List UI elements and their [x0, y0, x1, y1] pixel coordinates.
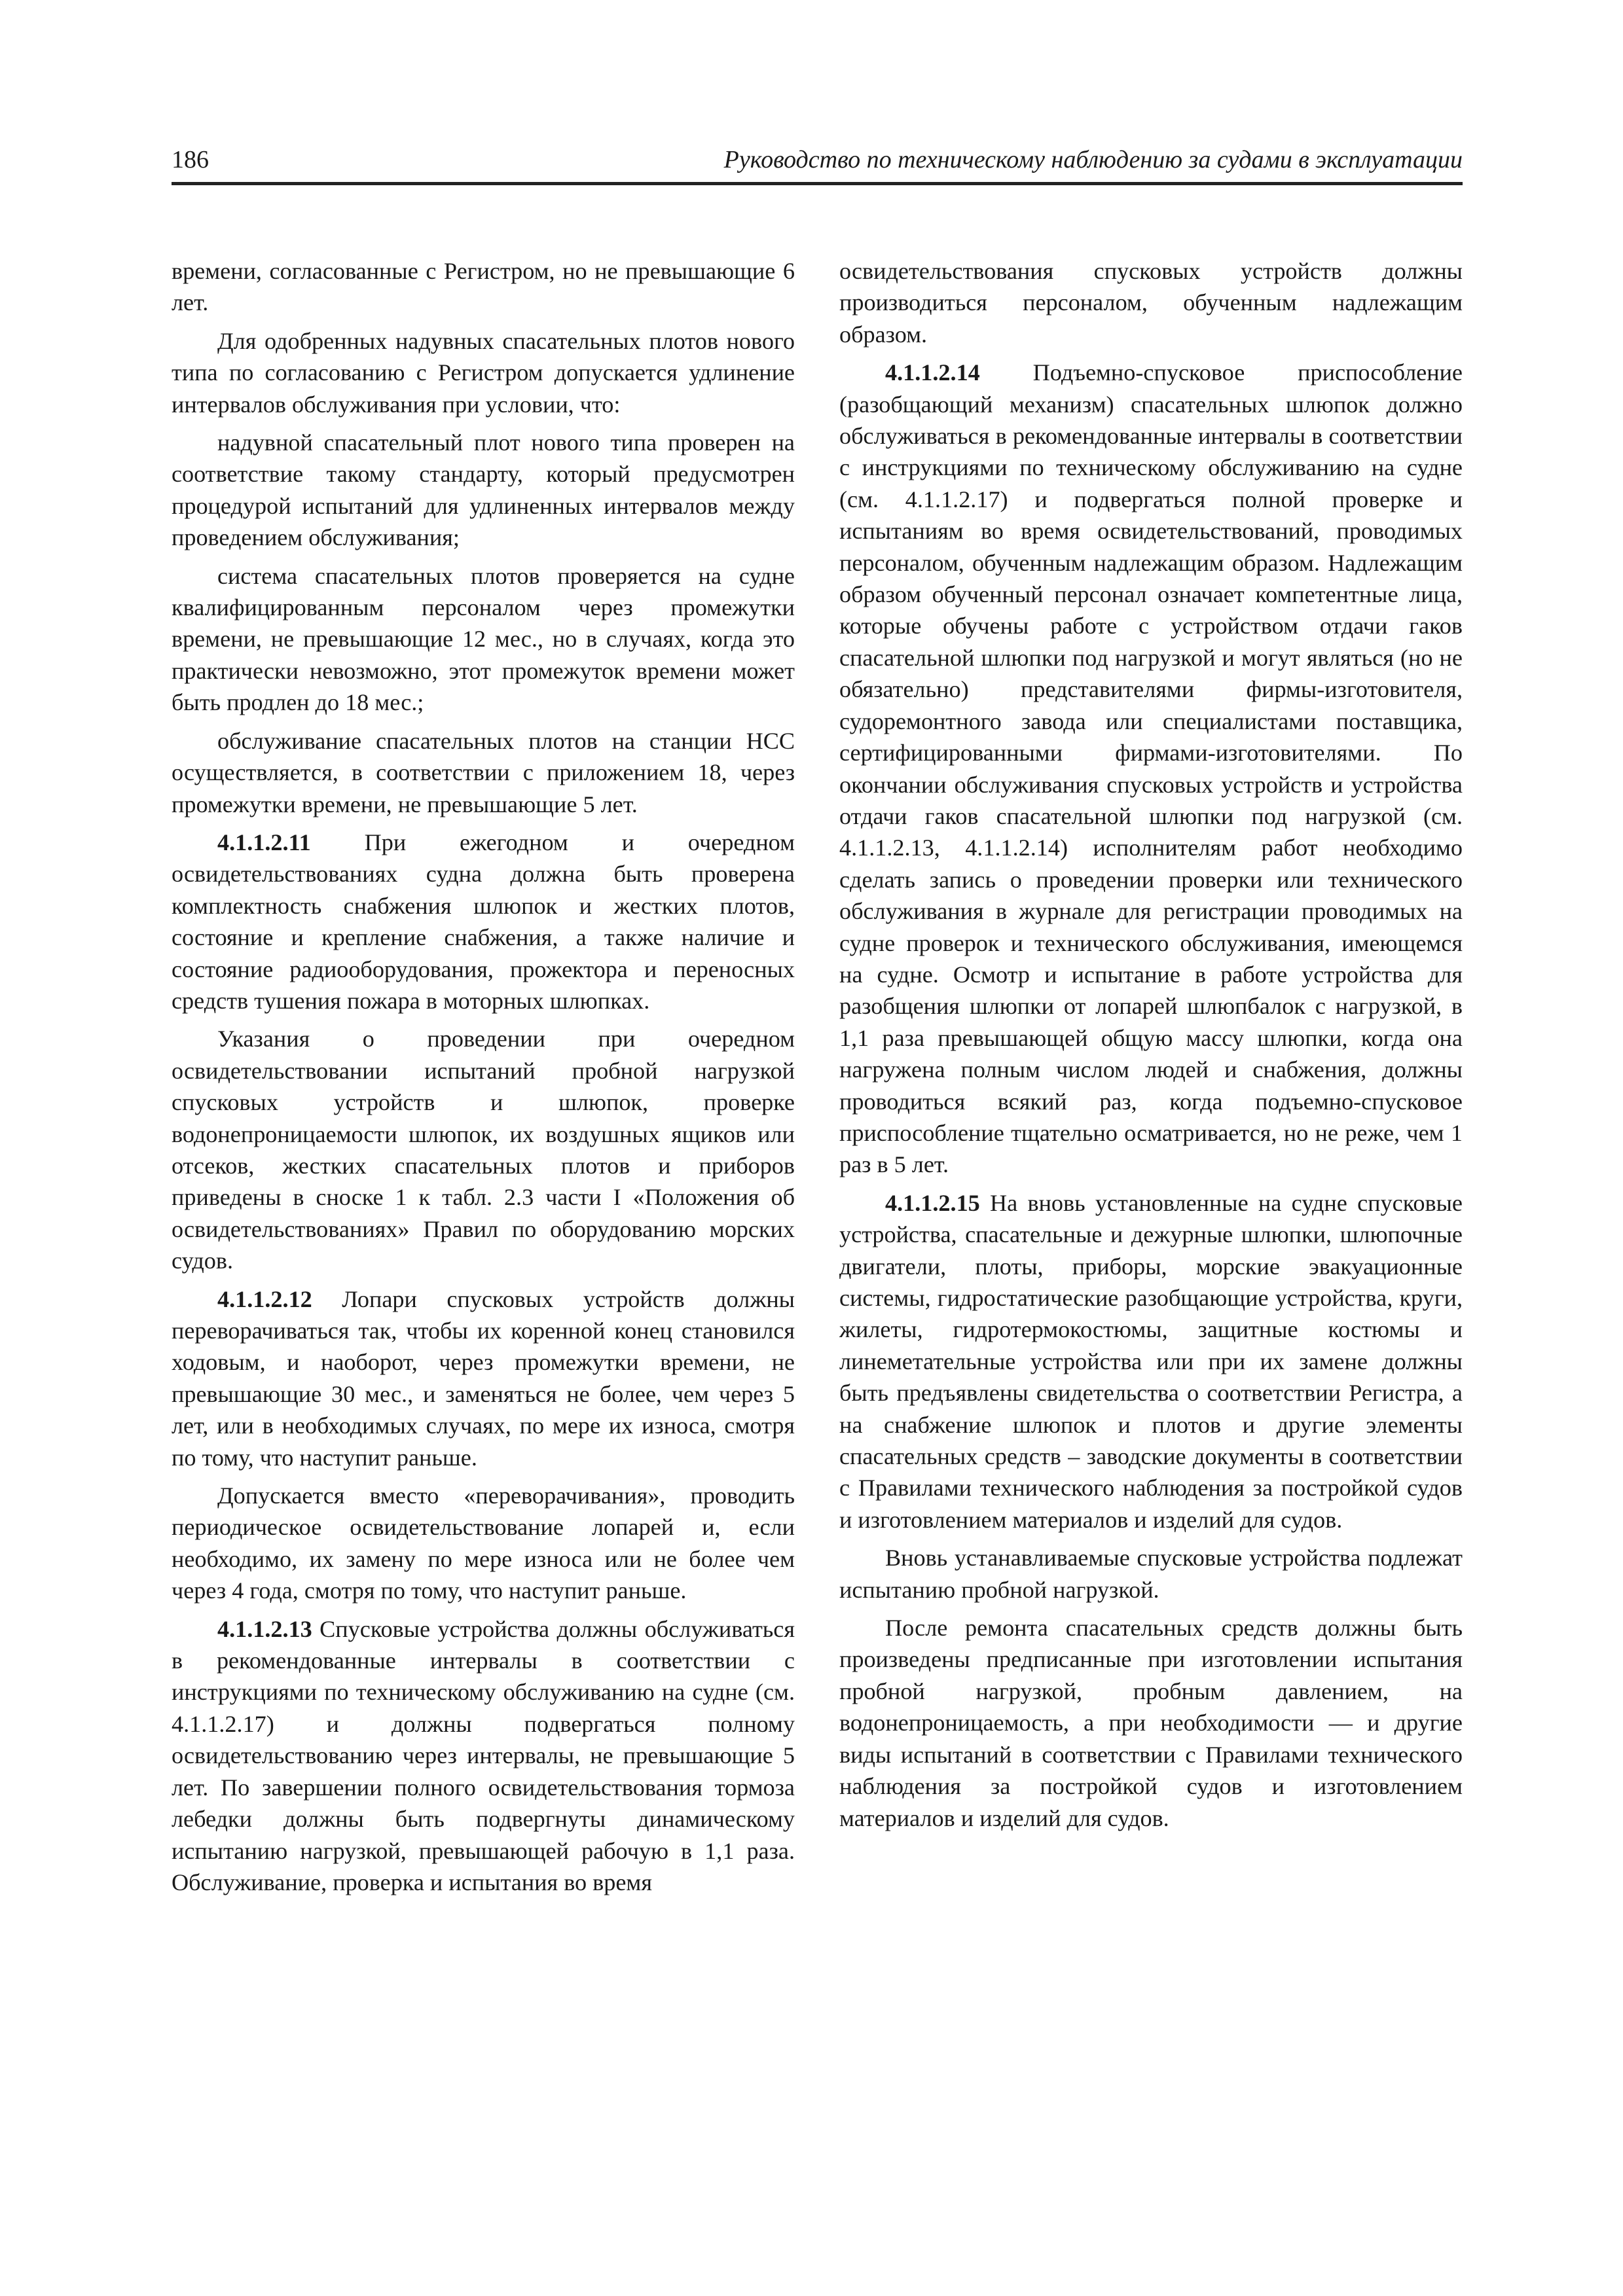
paragraph: система спасательных плотов проверяется на судне квалифицированным персоналом через промежутки времени, не превышающие 12 мес., но в случаях, когда это практически невозможно, этот промежуток времени может быть продлен до 18 мес.;	[172, 562, 795, 716]
page-number: 186	[172, 146, 209, 173]
paragraph-text: Спусковые устройства должны обслуживаться в рекомендованные интервалы в соответствии с инструкциями по техническому обслуживанию на судне (см. 4.1.1.2.17) и должны подвергаться полному освидетельствованию через интервалы, не превышающие 5 лет. По завершении полного освидетельствования тормоза лебедки должны быть подвергнуты динамическому испытанию нагрузкой, превышающей рабочую в 1,1 раза. Обслуживание, проверка и испытания во время	[172, 1615, 795, 1895]
paragraph: Указания о проведении при очередном освидетельствовании испытаний пробной нагрузкой спусковых устройств и шлюпок, проверке водонепроницаемости шлюпок, их воздушных ящиков или отсеков, жестких спасательных плотов и приборов приведены в сноске 1 к табл. 2.3 части I «Положения об освидетельствованиях» Правил по оборудованию морских судов.	[172, 1026, 795, 1274]
paragraph	[172, 1283, 795, 1473]
paragraph: Для одобренных надувных спасательных плотов нового типа по согласованию с Регистром допускается удлинение интервалов обслуживания при условии, что:	[172, 327, 795, 418]
paragraph: времени, согласованные с Регистром, но не превышающие 6 лет.	[172, 258, 795, 316]
paragraph: освидетельствования спусковых устройств должны производиться персоналом, обученным надлежащим образом.	[839, 258, 1463, 348]
right-column	[839, 255, 1463, 1840]
section-number: 4.1.1.2.11	[217, 829, 311, 855]
paragraph-text: На вновь установленные на судне спусковые устройства, спасательные и дежурные шлюпки, шлюпочные двигатели, плоты, приборы, морские эвакуационные системы, гидростатические разобщающие устройства, круги, жилеты, гидротермокостюмы, защитные костюмы и линеметательные устройства или при их замене должны быть предъявлены свидетельства о соответствии Регистра, а на снабжение шлюпок и плотов и другие элементы спасательных средств – заводские документы в соответствии с Правилами технического наблюдения за постройкой судов и изготовлением материалов и изделий для судов.	[839, 1189, 1463, 1533]
paragraph	[172, 1613, 795, 1899]
paragraph: После ремонта спасательных средств должны быть произведены предписанные при изготовлении испытания пробной нагрузкой, пробным давлением, на водонепроницаемость, а при необходимости — и другие виды испытаний в соответствии с Правилами технического наблюдения за постройкой судов и изготовлением материалов и изделий для судов.	[839, 1615, 1463, 1831]
paragraph-text: Лопари спусковых устройств должны переворачиваться так, чтобы их коренной конец становился ходовым, и наоборот, через промежутки времени, не превышающие 30 мес., и заменяться не более, чем через 5 лет, или в необходимых случаях, по мере их износа, смотря по тому, что наступит раньше.	[172, 1285, 795, 1471]
paragraph: Вновь устанавливаемые спусковые устройства подлежат испытанию пробной нагрузкой.	[839, 1545, 1463, 1603]
paragraph: надувной спасательный плот нового типа проверен на соответствие такому стандарту, который предусмотрен процедурой испытаний для удлиненных интервалов между проведением обслуживания;	[172, 429, 795, 551]
paragraph	[172, 827, 795, 1016]
left-column	[172, 255, 795, 1905]
paragraph-text: Подъемно-спусковое приспособление (разобщающий механизм) спасательных шлюпок должно обслуживаться в рекомендованные интервалы в соответствии с инструкциями по техническому обслуживанию на судне (см. 4.1.1.2.17) и подвергаться полной проверке и испытаниям во время освидетельствований, проводимых персоналом, обученным надлежащим образом. Надлежащим образом обученный персонал означает компетентные лица, которые обучены работе с устройством отдачи гаков спасательной шлюпки под нагрузкой и могут являться (но не обязательно) представителями фирмы-изготовителя, судоремонтного завода или специалистами поставщика, сертифицированными фирмами-изготовителями. По окончании обслуживания спусковых устройств и устройства отдачи гаков спасательной шлюпки под нагрузкой (см. 4.1.1.2.13, 4.1.1.2.14) исполнителям работ необходимо сделать запись о проведении проверки или технического обслуживания в журнале для регистрации проводимых на судне проверок и технического обслуживания, имеющемся на судне. Осмотр и испытание в работе устройства для разобщения шлюпки от лопарей шлюпбалок с нагрузкой, в 1,1 раза превышающей общую массу шлюпки, когда она нагружена полным числом людей и снабжения, должны проводиться всякий раз, когда подъемно-спусковое приспособление тщательно осматривается, но не реже, чем 1 раз в 5 лет.	[839, 359, 1463, 1178]
section-number: 4.1.1.2.14	[885, 359, 980, 386]
running-title: Руководство по техническому наблюдению за судами в эксплуатации	[723, 146, 1463, 173]
page-header	[172, 141, 1463, 185]
section-number: 4.1.1.2.13	[217, 1615, 312, 1642]
paragraph	[839, 1187, 1463, 1535]
paragraph-text: При ежегодном и очередном освидетельствованиях судна должна быть проверена комплектность снабжения шлюпок и жестких плотов, состояние и крепление снабжения, а также наличие и состояние радиооборудования, прожектора и переносных средств тушения пожара в моторных шлюпках.	[172, 829, 795, 1014]
section-number: 4.1.1.2.15	[885, 1189, 980, 1216]
section-number: 4.1.1.2.12	[217, 1285, 312, 1312]
paragraph: Допускается вместо «переворачивания», проводить периодическое освидетельствование лопарей и, если необходимо, их замену по мере износа или не более чем через 4 года, смотря по тому, что наступит раньше.	[172, 1482, 795, 1604]
paragraph	[839, 357, 1463, 1181]
paragraph: обслуживание спасательных плотов на станции НСС осуществляется, в соответствии с приложением 18, через промежутки времени, не превышающие 5 лет.	[172, 727, 795, 817]
